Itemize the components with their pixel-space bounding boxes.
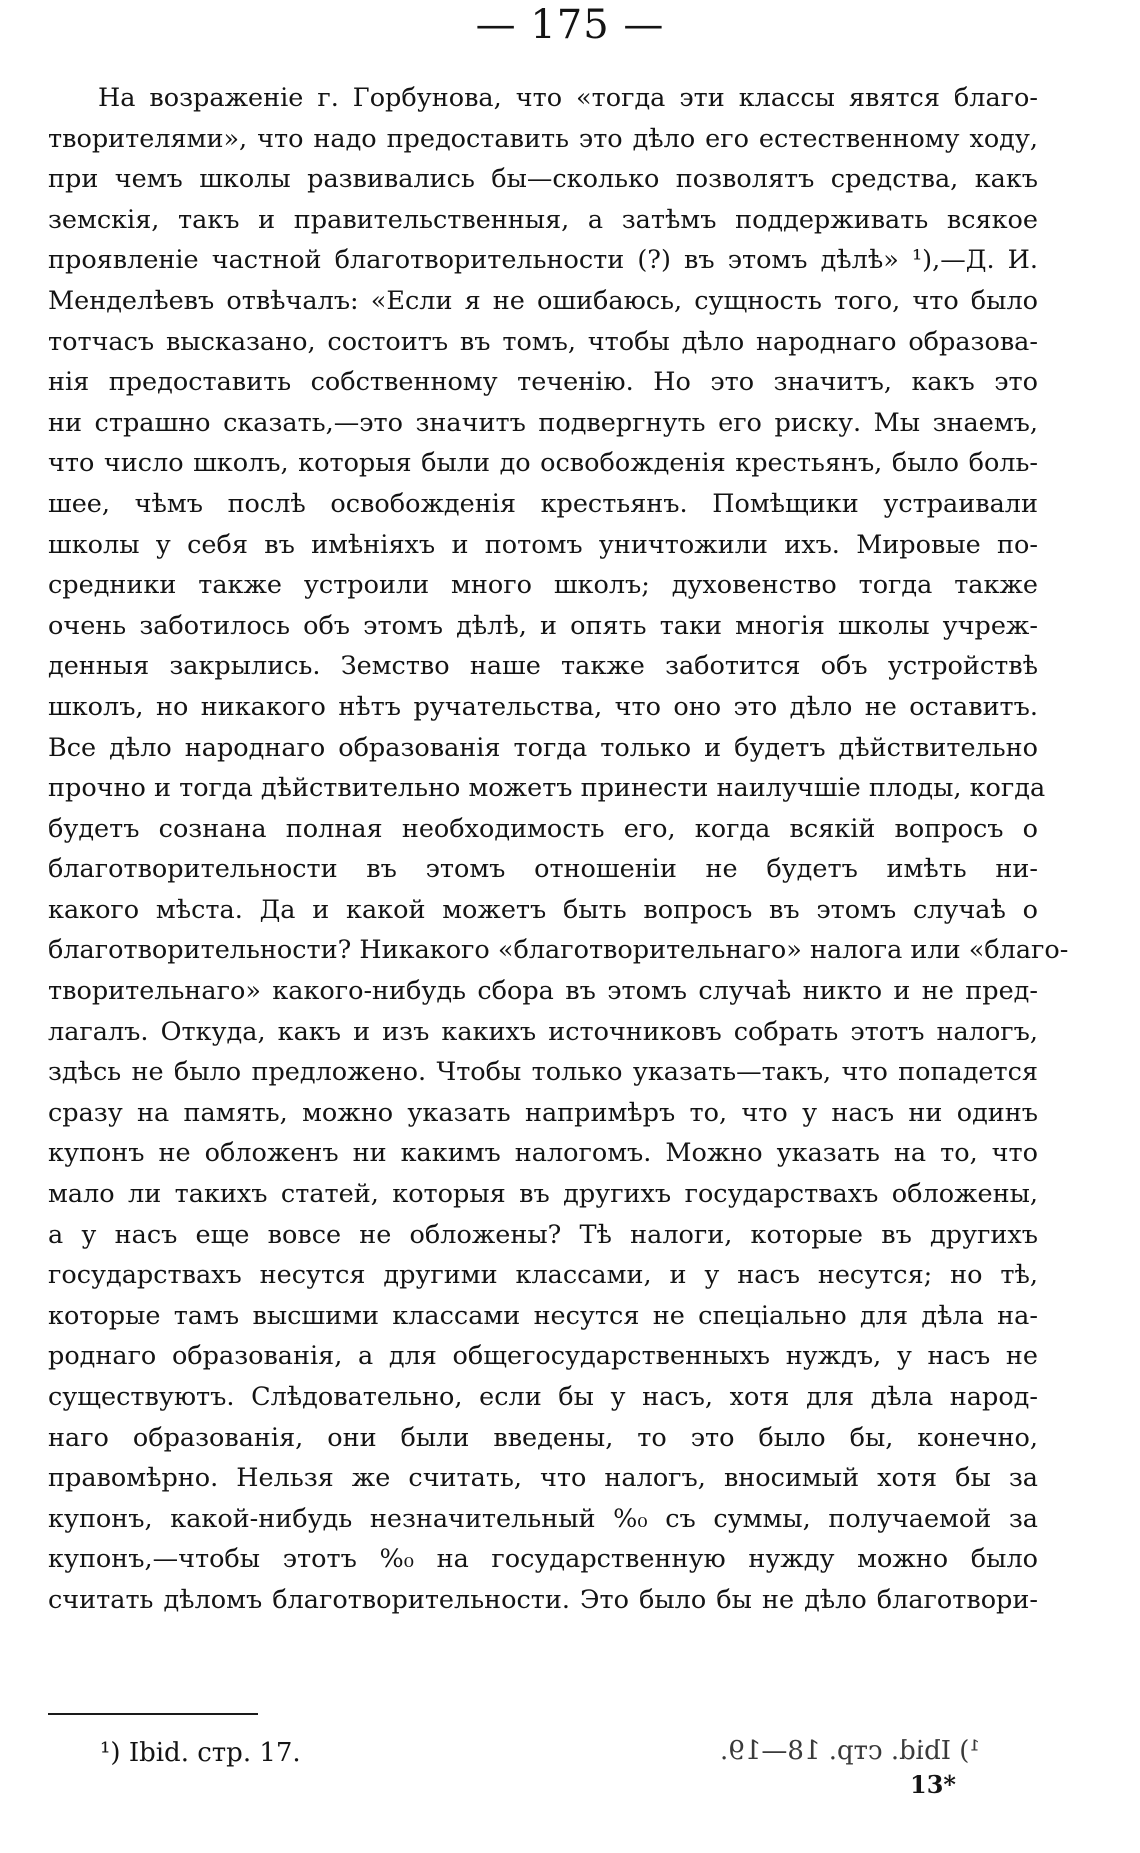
- text-line: благотворительности въ этомъ отношеніи не будетъ имѣть ни-: [48, 854, 1038, 885]
- text-line: средники также устроили много школъ; духовенство тогда также: [48, 570, 1038, 601]
- footnote-divider: [48, 1713, 258, 1715]
- text-line: роднаго образованія, а для общегосударственныхъ нуждъ, у насъ не: [48, 1341, 1038, 1372]
- text-line: творительнаго» какого-нибудь сбора въ этомъ случаѣ никто и не пред-: [48, 976, 1038, 1007]
- page-number: — 175 —: [475, 2, 665, 48]
- text-line: школъ, но никакого нѣтъ ручательства, что оно это дѣло не оставитъ.: [48, 691, 1038, 722]
- text-line: будетъ сознана полная необходимость его, когда всякій вопросъ о: [48, 813, 1038, 844]
- text-line: мало ли такихъ статей, которыя въ другихъ государствахъ обложены,: [48, 1179, 1038, 1210]
- text-line: земскія, такъ и правительственныя, а затѣмъ поддерживать всякое: [48, 204, 1038, 235]
- text-line: купонъ, какой-нибудь незначительный %₀ съ суммы, получаемой за: [48, 1503, 1038, 1534]
- text-line: государствахъ несутся другими классами, и у насъ несутся; но тѣ,: [48, 1260, 1038, 1291]
- text-line: лагалъ. Откуда, какъ и изъ какихъ источниковъ собрать этотъ налогъ,: [48, 1016, 1038, 1047]
- text-line: сразу на память, можно указать напримѣръ то, что у насъ ни одинъ: [48, 1097, 1038, 1128]
- text-line: нія предоставить собственному теченію. Но это значитъ, какъ это: [48, 367, 1038, 398]
- footnote: ¹) Ibid. стр. 17.: [100, 1738, 301, 1768]
- text-line: существуютъ. Слѣдовательно, если бы у насъ, хотя для дѣла народ-: [48, 1382, 1038, 1412]
- text-line: считать дѣломъ благотворительности. Это было бы не дѣло благотвори-: [48, 1584, 1038, 1615]
- text-line: что число школъ, которыя были до освобожденія крестьянъ, было боль-: [48, 448, 1038, 479]
- text-line: здѣсь не было предложено. Чтобы только указать—такъ, что попадется: [48, 1057, 1038, 1088]
- text-line: купонъ,—чтобы этотъ %₀ на государственную нужду можно было: [48, 1544, 1038, 1575]
- text-line: купонъ не обложенъ ни какимъ налогомъ. Можно указать на то, что: [48, 1138, 1038, 1169]
- text-line: какого мѣста. Да и какой можетъ быть вопросъ въ этомъ случаѣ о: [48, 894, 1038, 925]
- text-line: которые тамъ высшими классами несутся не спеціально для дѣла на-: [48, 1300, 1038, 1331]
- text-line: ни страшно сказать,—это значитъ подвергнуть его риску. Мы знаемъ,: [48, 407, 1038, 438]
- text-line: правомѣрно. Нельзя же считать, что налогъ, вносимый хотя бы за: [48, 1463, 1038, 1494]
- text-line: школы у себя въ имѣніяхъ и потомъ уничтожили ихъ. Мировые по-: [48, 529, 1038, 560]
- text-line: при чемъ школы развивались бы—сколько позволятъ средства, какъ: [48, 164, 1038, 195]
- signature-mark: 13*: [910, 1770, 956, 1799]
- text-line: На возраженіе г. Горбунова, что «тогда эти классы явятся благо-: [98, 83, 1038, 113]
- text-line: тотчасъ высказано, состоитъ въ томъ, чтобы дѣло народнаго образова-: [48, 326, 1038, 357]
- text-line: благотворительности? Никакого «благотворительнаго» налога или «благо-: [48, 935, 1069, 966]
- text-line: наго образованія, они были введены, то это было бы, конечно,: [48, 1422, 1038, 1453]
- text-line: а у насъ еще вовсе не обложены? Тѣ налоги, которые въ другихъ: [48, 1219, 1038, 1250]
- text-line: шее, чѣмъ послѣ освобожденія крестьянъ. Помѣщики устраивали: [48, 488, 1038, 519]
- text-line: Менделѣевъ отвѣчалъ: «Если я не ошибаюсь, сущность того, что было: [48, 285, 1038, 316]
- text-line: проявленіе частной благотворительности (?) въ этомъ дѣлѣ» ¹),—Д. И.: [48, 245, 1038, 276]
- main-text: [48, 78, 1069, 1621]
- text-line: денныя закрылись. Земство наше также заботится объ устройствѣ: [48, 651, 1038, 682]
- text-line: творителями», что надо предоставить это дѣло его естественному ходу,: [48, 123, 1038, 154]
- text-line: прочно и тогда дѣйствительно можетъ принести наилучшіе плоды, когда: [48, 773, 1046, 804]
- text-line: Все дѣло народнаго образованія тогда только и будетъ дѣйствительно: [48, 732, 1038, 763]
- text-line: очень заботилось объ этомъ дѣлѣ, и опять таки многія школы учреж-: [48, 610, 1038, 641]
- bleed-through-text: ¹) Ibid. стр. 18—19.: [720, 1736, 980, 1766]
